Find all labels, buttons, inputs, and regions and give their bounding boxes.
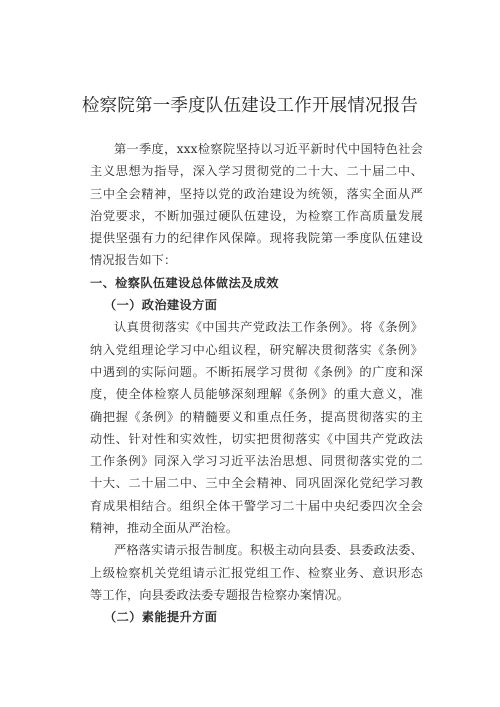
intro-paragraph: 第一季度，xxx检察院坚持以习近平新时代中国特色社会主义思想为指导，深入学习贯彻党的二十大、二十届二中、三中全会精神，坚持以党的政治建设为统领，落实全面从严治党要求，不断加强过硬队伍建设，为检察工作高质量发展提供坚强有力的纪律作风保障。现将我院第一季度队伍建设情况报告如下：: [90, 142, 423, 268]
document-title: 检察院第一季度队伍建设工作开展情况报告: [81, 96, 419, 116]
subsection-1-paragraph-2: 严格落实请示报告制度。积极主动向县委、县委政法委、上级检察机关党组请示汇报党组工作、检察业务、意识形态等工作，向县委政法委专题报告检察办案情况。: [90, 543, 423, 602]
document-body: [90, 138, 423, 629]
subsection-1-paragraph-1: 认真贯彻落实《中国共产党政法工作条例》。将《条例》纳入党组理论学习中心组议程，研究解决贯彻落实《条例》中遇到的实际问题。不断拓展学习贯彻《条例》的广度和深度，使全体检察人员能够深刻理解《条例》的重大意义，准确把握《条例》的精髓要义和重点任务，提高贯彻落实的主动性、针对性和实效性，切实把贯彻落实《中国共产党政法工作条例》同深入学习习近平法治思想、同贯彻落实党的二十大、二十届二中、三中全会精神、同巩固深化党纪学习教育成果相结合。组织全体干警学习二十届中央纪委四次全会精神，推动全面从严治检。: [90, 320, 423, 536]
subsection-1-heading: （一）政治建设方面: [104, 298, 218, 313]
subsection-2-heading: （二）素能提升方面: [104, 610, 218, 625]
section-1-heading: 一、检察队伍建设总体做法及成效: [90, 275, 279, 290]
